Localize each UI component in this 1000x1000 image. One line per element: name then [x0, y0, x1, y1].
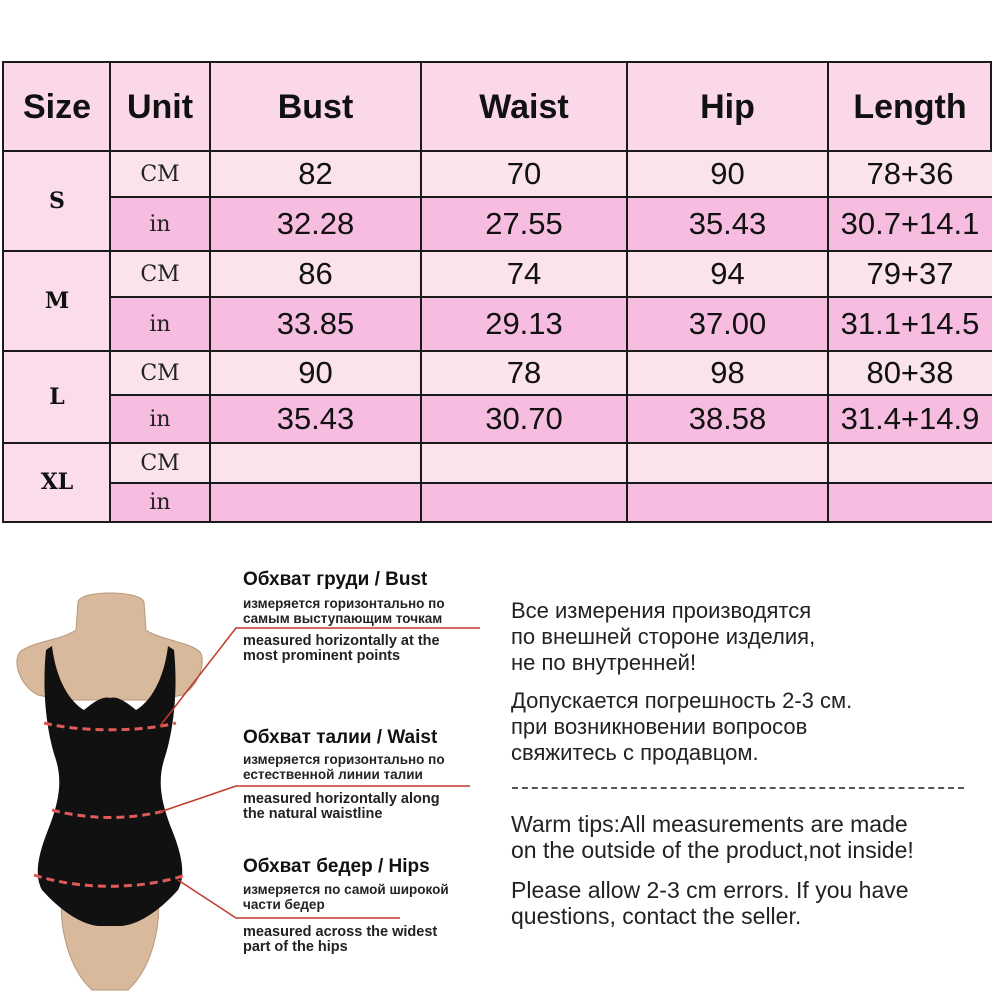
header-waist: Waist	[479, 87, 569, 126]
grid-line	[110, 196, 992, 198]
unit-cell-m-in: in	[110, 297, 210, 351]
note-en-errors-line-2: questions, contact the seller.	[511, 903, 802, 929]
note-ru-outside-line-1: Все измерения производятся	[511, 598, 812, 623]
hip-m-in: 37.00	[627, 297, 828, 351]
unit-cell-l-cm: CM	[110, 351, 210, 395]
grid-line	[626, 63, 628, 521]
waist-xl-cm	[421, 443, 627, 483]
bust-en-line-1: measured horizontally at the	[243, 633, 440, 649]
header-hip: Hip	[700, 87, 755, 126]
grid-line	[4, 442, 992, 444]
waist-s-in: 27.55	[421, 197, 627, 251]
unit-cell-s-cm: CM	[110, 151, 210, 197]
header-length: Length	[853, 87, 967, 126]
header-unit: Unit	[126, 87, 194, 126]
hip-s-cm: 90	[627, 151, 828, 197]
unit-cell-l-in: in	[110, 395, 210, 443]
hips-en-line-2: part of the hips	[243, 939, 348, 955]
length-l-in: 31.4+14.9	[828, 395, 992, 443]
hips-ru-line-1: измеряется по самой широкой	[243, 882, 449, 897]
note-ru-errors-line-3: свяжитесь с продавцом.	[511, 740, 759, 765]
length-xl-in	[828, 483, 992, 521]
header-size: Size	[22, 87, 92, 126]
length-s-in: 30.7+14.1	[828, 197, 992, 251]
waist-m-cm: 74	[421, 251, 627, 297]
waist-en-line-2: the natural waistline	[243, 806, 383, 822]
unit-cell-xl-in: in	[110, 483, 210, 521]
bust-m-cm: 86	[210, 251, 421, 297]
hip-s-in: 35.43	[627, 197, 828, 251]
waist-title: Обхват талии / Waist	[243, 727, 438, 748]
bust-m-in: 33.85	[210, 297, 421, 351]
hip-xl-cm	[627, 443, 828, 483]
note-ru-outside-line-2: по внешней стороне изделия,	[511, 624, 816, 649]
waist-en-line-1: measured horizontally along	[243, 791, 440, 807]
bust-l-in: 35.43	[210, 395, 421, 443]
waist-l-cm: 78	[421, 351, 627, 395]
length-s-cm: 78+36	[828, 151, 992, 197]
bust-title: Обхват груди / Bust	[243, 569, 428, 590]
bust-ru-line-2: самым выступающим точкам	[243, 611, 443, 626]
grid-line	[827, 63, 829, 521]
hip-l-in: 38.58	[627, 395, 828, 443]
unit-cell-s-in: in	[110, 197, 210, 251]
size-cell-l: L	[4, 351, 110, 443]
size-cell-m: M	[4, 251, 110, 351]
header-bust: Bust	[277, 87, 354, 126]
bust-s-in: 32.28	[210, 197, 421, 251]
waist-m-in: 29.13	[421, 297, 627, 351]
grid-line	[4, 250, 992, 252]
length-l-cm: 80+38	[828, 351, 992, 395]
length-xl-cm	[828, 443, 992, 483]
note-ru-outside-line-3: не по внутренней!	[511, 650, 697, 675]
grid-line	[109, 63, 111, 521]
bust-l-cm: 90	[210, 351, 421, 395]
hips-en-line-1: measured across the widest	[243, 924, 438, 940]
unit-cell-m-cm: CM	[110, 251, 210, 297]
notes-divider	[512, 787, 964, 789]
grid-line	[209, 63, 211, 521]
size-chart-table	[2, 61, 992, 523]
waist-s-cm: 70	[421, 151, 627, 197]
grid-line	[110, 482, 992, 484]
grid-line	[420, 63, 422, 521]
unit-cell-xl-cm: CM	[110, 443, 210, 483]
grid-line	[4, 150, 992, 152]
bust-xl-in	[210, 483, 421, 521]
bust-xl-cm	[210, 443, 421, 483]
hip-l-cm: 98	[627, 351, 828, 395]
note-en-outside-line-1: Warm tips:All measurements are made	[511, 811, 908, 837]
size-cell-s: S	[4, 151, 110, 251]
waist-l-in: 30.70	[421, 395, 627, 443]
length-m-cm: 79+37	[828, 251, 992, 297]
note-ru-errors-line-2: при возникновении вопросов	[511, 714, 808, 739]
hips-title: Обхват бедер / Hips	[243, 856, 430, 877]
bust-s-cm: 82	[210, 151, 421, 197]
waist-ru-line-1: измеряется горизонтально по	[243, 752, 445, 767]
note-en-outside-line-2: on the outside of the product,not inside!	[511, 837, 914, 863]
bust-ru-line-1: измеряется горизонтально по	[243, 596, 445, 611]
note-en-errors-line-1: Please allow 2-3 cm errors. If you have	[511, 877, 909, 903]
grid-line	[110, 296, 992, 298]
hip-m-cm: 94	[627, 251, 828, 297]
size-cell-xl: XL	[4, 443, 110, 521]
waist-ru-line-2: естественной линии талии	[243, 767, 423, 782]
hip-xl-in	[627, 483, 828, 521]
waist-xl-in	[421, 483, 627, 521]
hips-ru-line-2: части бедер	[243, 897, 325, 912]
bust-en-line-2: most prominent points	[243, 648, 401, 664]
length-m-in: 31.1+14.5	[828, 297, 992, 351]
grid-line	[4, 350, 992, 352]
note-ru-errors-line-1: Допускается погрешность 2-3 см.	[511, 688, 853, 713]
grid-line	[110, 394, 992, 396]
